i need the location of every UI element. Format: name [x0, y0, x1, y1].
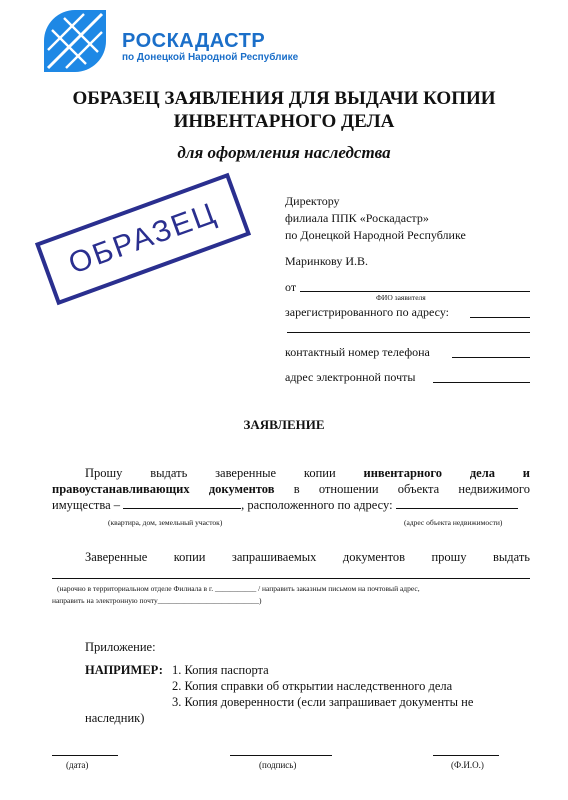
- statement-text: в отношении объекта недвижимого: [293, 482, 530, 496]
- attachment-item-3-cont: наследник): [85, 711, 145, 725]
- phone-field[interactable]: [452, 357, 530, 358]
- signature-field[interactable]: [230, 755, 332, 756]
- object-type-field[interactable]: [123, 497, 241, 509]
- email-field[interactable]: [433, 382, 530, 383]
- statement-text: имущества –: [52, 498, 121, 512]
- delivery-note-2: направить на электронную почту___________________________): [52, 596, 262, 605]
- statement-bold: инвентарного дела и: [363, 466, 530, 480]
- registered-address-field-2[interactable]: [287, 332, 530, 333]
- document-title-line1: ОБРАЗЕЦ ЗАЯВЛЕНИЯ ДЛЯ ВЫДАЧИ КОПИИ: [72, 88, 496, 109]
- phone-label: контактный номер телефона: [285, 345, 430, 359]
- statement-text: Прошу выдать заверенные копии: [85, 466, 336, 480]
- sample-stamp: [35, 173, 251, 305]
- registered-address-field[interactable]: [470, 317, 530, 318]
- email-label: адрес электронной почты: [285, 370, 416, 384]
- fio-caption: ФИО заявителя: [376, 293, 426, 302]
- attachments-label: Приложение:: [85, 640, 156, 654]
- sample-stamp-text: ОБРАЗЕЦ: [64, 196, 222, 281]
- example-label: НАПРИМЕР:: [85, 663, 163, 677]
- from-label: от: [285, 280, 297, 294]
- statement-text: , расположенного по адресу:: [241, 498, 393, 512]
- attachment-item-2: 2. Копия справки об открытии наследственного дела: [172, 679, 453, 693]
- attachment-item-3: 3. Копия доверенности (если запрашивает документы не: [172, 695, 474, 709]
- object-address-field[interactable]: [396, 497, 518, 509]
- date-caption: (дата): [66, 760, 89, 770]
- document-subtitle: для оформления наследства: [177, 143, 391, 162]
- applicant-name-field[interactable]: [300, 291, 530, 292]
- date-field[interactable]: [52, 755, 118, 756]
- signature-caption: (подпись): [259, 760, 297, 770]
- addressee-line3: по Донецкой Народной Республике: [285, 228, 466, 242]
- object-address-caption: (адрес объекта недвижимости): [404, 518, 503, 527]
- attachment-item-1: 1. Копия паспорта: [172, 663, 269, 677]
- addressee-line2: филиала ППК «Роскадастр»: [285, 211, 429, 225]
- delivery-note-1: (нарочно в территориальном отделе Филиала в г. ___________ / направить заказным письмом на почтовый адрес,: [57, 584, 420, 593]
- addressee-name: Маринкову И.В.: [285, 254, 368, 268]
- statement-para1-line3: [52, 497, 530, 513]
- document-title-line2: ИНВЕНТАРНОГО ДЕЛА: [173, 111, 395, 132]
- fio-sign-caption: (Ф.И.О.): [451, 760, 484, 770]
- statement-heading: ЗАЯВЛЕНИЕ: [243, 417, 325, 432]
- brand-name: РОСКАДАСТР: [122, 30, 266, 52]
- statement-para2: Заверенные копии запрашиваемых документов прошу выдать: [85, 550, 530, 564]
- statement-para1-line2: [52, 482, 530, 497]
- roskadastr-logo-icon: [44, 10, 106, 72]
- registered-label: зарегистрированного по адресу:: [285, 305, 449, 319]
- delivery-method-field[interactable]: [52, 578, 530, 579]
- brand-subtitle: по Донецкой Народной Республике: [122, 52, 299, 63]
- addressee-line1: Директору: [285, 194, 340, 208]
- statement-bold: правоустанавливающих документов: [52, 482, 275, 496]
- object-type-caption: (квартира, дом, земельный участок): [108, 518, 223, 527]
- fio-field[interactable]: [433, 755, 499, 756]
- statement-para1-line1: [85, 466, 530, 481]
